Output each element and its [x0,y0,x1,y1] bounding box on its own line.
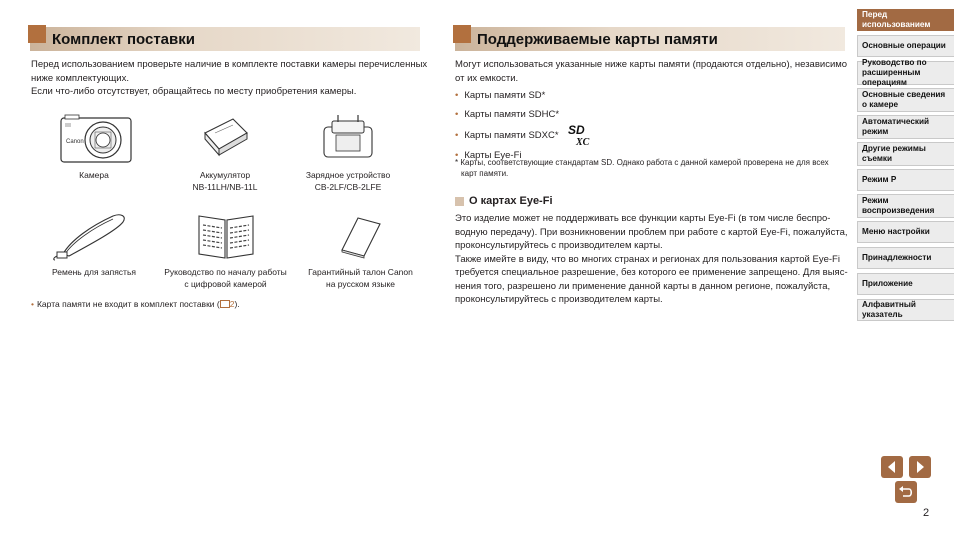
kit-item-label: Гарантийный талон Canon [308,267,413,277]
card-list [455,86,602,165]
tab-label: Принадлежности [862,253,932,262]
next-page-button[interactable] [909,456,931,478]
tab-label: Руководство по расширенным операциям [862,58,927,87]
kit-item-label: Ремень для запястья [52,267,136,277]
left-intro-line: Если что-либо отсутствует, обращайтесь по месту приобретения камеры. [31,86,357,97]
warranty-card-icon [336,210,386,262]
footnote-line: карт памяти. [461,168,509,178]
bullet-dot: • [455,129,459,141]
tab-label: Меню настройки [862,227,930,236]
kit-item-label: Камера [79,170,109,180]
card-label: Карты памяти SD* [464,90,546,101]
eyefi-line: проконсультируйтесь с производителем карты. [455,240,663,251]
tab-advanced-guide[interactable] [857,58,954,87]
note-text: Карта памяти не входит в комплект поставки ( [36,299,220,309]
book-ref-icon [220,300,230,308]
camera-brand-text: Canon [66,139,84,145]
tab-label: Основные сведения о камере [862,90,946,109]
tab-before-use[interactable] [857,9,954,31]
left-intro [31,58,431,99]
eyefi-paragraph [455,212,850,307]
tab-basic-operations[interactable] [857,35,954,57]
bullet-dot: • [31,299,34,309]
page-number: 2 [923,507,930,519]
tab-auto-mode[interactable] [857,115,954,139]
eyefi-title-text: О картах Eye-Fi [469,195,553,207]
tab-other-modes[interactable] [857,142,954,166]
list-item [455,105,602,124]
left-section-header [30,27,420,51]
tab-appendix[interactable] [857,273,954,295]
wrist-strap-icon [51,210,137,262]
note-page-link[interactable]: 2 [229,299,235,309]
kit-item-camera [44,113,144,181]
return-icon [898,485,914,499]
sdxc-logo-text: SD [567,123,585,137]
eyefi-subtitle [455,195,553,207]
card-label: Карты памяти SDHC* [464,109,560,120]
tab-label: Другие режимы съемки [862,144,926,163]
tab-label: Автоматический режим [862,117,930,136]
kit-item-guide [163,210,288,290]
tab-label: Алфавитный указатель [862,300,916,319]
footnote-line: * Карты, соответствующие стандартам SD. Однако работа с данной камерой проверена не для всех [455,158,829,167]
tab-setup-menu[interactable] [857,221,954,243]
kit-item-model: CB-2LF/CB-2LFE [314,182,382,192]
kit-item-label: с цифровой камерой [184,279,267,289]
sdxc-logo-text: XC [575,137,589,147]
bullet-dot: • [455,109,459,120]
bullet-dot: • [455,90,459,101]
eyefi-line: проконсультируйтесь с производителем карты. [455,294,663,305]
tab-accessories[interactable] [857,247,954,269]
left-intro-line: ниже комплектующих. [31,72,129,84]
eyefi-line: нения того, разрешено ли применение данной карты в данном регионе, пожалуйста, [455,280,831,292]
tab-index[interactable] [857,299,954,321]
camera-icon [51,113,137,165]
tab-playback-mode[interactable] [857,194,954,218]
note-text: ). [234,299,240,309]
tab-label: Основные операции [862,41,946,50]
eyefi-line: требуется специальное разрешение, без которого ее применение запрещено. Для выяс- [455,267,848,278]
kit-item-charger [298,113,398,193]
kit-item-model: NB-11LH/NB-11L [192,182,258,192]
charger-icon [318,113,378,165]
list-item [455,124,602,146]
tab-label: Перед использованием [862,10,931,29]
guide-book-icon [195,210,257,262]
card-label: Карты памяти SDXC* [464,129,559,141]
tab-label: Режим воспроизведения [862,196,935,215]
right-section-header [455,27,845,51]
kit-item-label: Зарядное устройство [305,170,391,180]
list-item [455,86,602,105]
arrow-left-icon [885,460,899,474]
eyefi-line: Это изделие может не поддерживать все функции карты Eye-Fi (в том числе беспро- [455,213,831,224]
sdxc-logo-icon [562,123,602,147]
card-label: Карты Eye-Fi [464,150,522,161]
right-intro-line: от их емкости. [455,72,519,84]
right-intro [455,58,850,85]
bullet-dot: • [455,150,459,161]
left-note [31,298,240,312]
battery-icon [195,113,255,165]
eyefi-line: водную передачу). При возникновении проблем при работе с картой Eye-Fi, пожалуйста, [455,226,848,238]
return-button[interactable] [895,481,917,503]
tab-label: Режим P [862,175,897,184]
kit-item-label: Аккумулятор [199,170,251,180]
tab-mode-p[interactable] [857,169,954,191]
right-footnote [455,158,850,179]
arrow-right-icon [913,460,927,474]
right-section-title: Поддерживаемые карты памяти [477,30,718,48]
kit-item-battery [175,113,275,193]
kit-item-warranty [298,210,423,290]
subtitle-square-icon [455,197,464,206]
right-intro-line: Могут использоваться указанные ниже карты памяти (продаются отдельно), независимо [455,59,848,70]
left-section-title: Комплект поставки [52,30,195,48]
tab-label: Приложение [862,279,913,288]
kit-item-label: Руководство по началу работы [164,267,287,277]
prev-page-button[interactable] [881,456,903,478]
eyefi-line: Также имейте в виду, что во многих странах и регионах для пользования картой Eye-Fi [455,253,840,265]
left-intro-line: Перед использованием проверьте наличие в комплекте поставки камеры перечисленных [31,59,428,70]
tab-camera-basics[interactable] [857,88,954,112]
kit-item-strap [44,210,144,278]
kit-item-label: на русском языке [326,279,395,289]
